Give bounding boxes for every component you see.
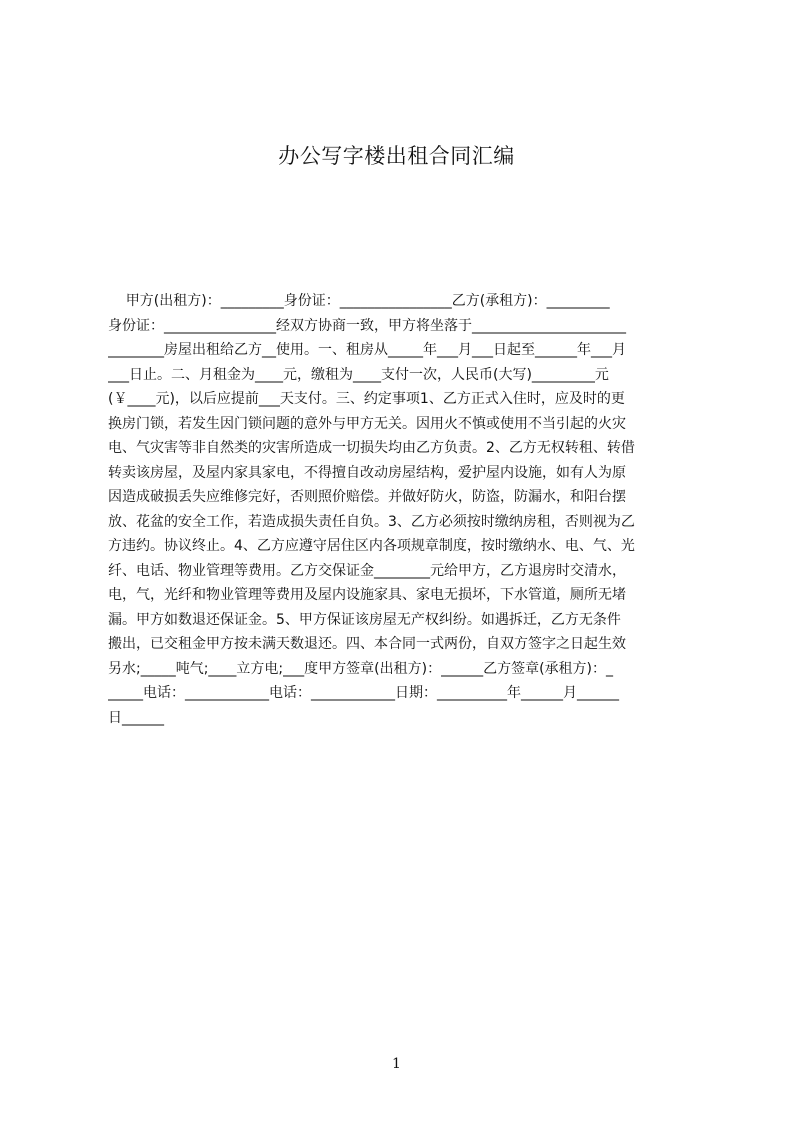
text-line: ________房屋出租给乙方__使用。一、租房从_____年___月___日起至______年___月 [108, 342, 626, 358]
text-line: 搬出，已交租金甲方按未满天数退还。四、本合同一式两份，自双方签字之日起生效 [108, 636, 626, 652]
text-line: 身份证：________________经双方协商一致，甲方将坐落于______________________ [108, 317, 626, 334]
text-line: 纤、电话、物业管理等费用。乙方交保证金________元给甲方，乙方退房时交清水， [108, 562, 626, 579]
page-title: 办公写字楼出租合同汇编 [278, 144, 515, 168]
text-line: 转卖该房屋，及屋内家具家电，不得擅自改动房屋结构，爱护屋内设施，如有人为原 [108, 464, 626, 481]
text-line: 日______ [108, 709, 164, 726]
text-line: 因造成破损丢失应维修完好，否则照价赔偿。并做好防火，防盗，防漏水，和阳台摆 [108, 489, 626, 505]
text-line: 方违约。协议终止。4、乙方应遵守居住区内各项规章制度，按时缴纳水、电、气、光 [108, 538, 635, 554]
text-line: (￥____元)，以后应提前___天支付。三、约定事项1、乙方正式入住时，应及时的更 [108, 391, 625, 407]
text-line: 电、气灾害等非自然类的灾害所造成一切损失均由乙方负责。2、乙方无权转租、转借 [108, 440, 635, 456]
text-line: _____电话：____________电话：____________日期：__________年______月______ [108, 685, 619, 701]
text-line: 甲方(出租方)：_________身份证：________________乙方(承租方)：_________ [108, 293, 610, 309]
page-number: 1 [392, 1056, 401, 1072]
text-line: 换房门锁，若发生因门锁问题的意外与甲方无关。因用火不慎或使用不当引起的火灾 [108, 415, 626, 432]
contract-body [108, 289, 698, 730]
text-line: 漏。甲方如数退还保证金。5、甲方保证该房屋无产权纠纷。如遇拆迁，乙方无条件 [108, 611, 621, 628]
text-line: ___日止。二、月租金为____元，缴租为____支付一次，人民币(大写)_________元 [108, 366, 609, 383]
text-line: 放、花盆的安全工作，若造成损失责任自负。3、乙方必须按时缴纳房租，否则视为乙 [108, 513, 635, 530]
text-line: 另水;_____吨气;____立方电;___度甲方签章(出租方)：______乙方签章(承租方)：_ [108, 660, 613, 677]
text-line: 电，气，光纤和物业管理等费用及屋内设施家具、家电无损坏，下水管道，厕所无堵 [108, 587, 626, 603]
